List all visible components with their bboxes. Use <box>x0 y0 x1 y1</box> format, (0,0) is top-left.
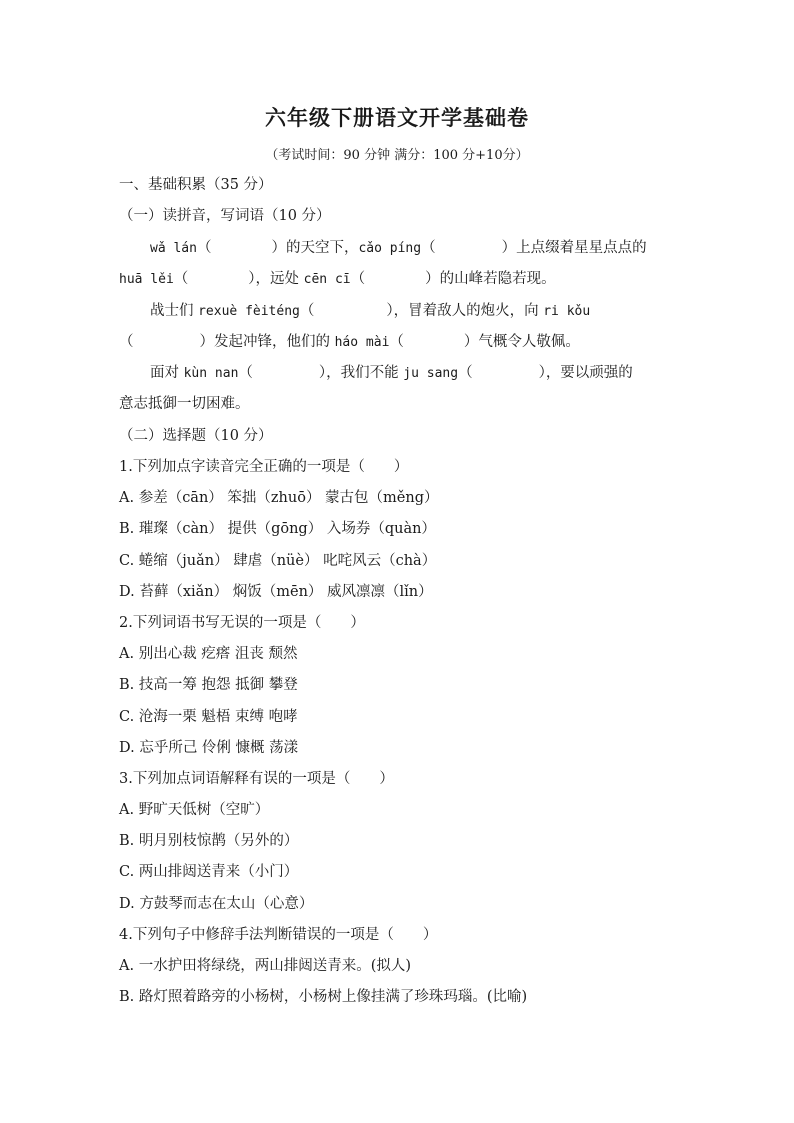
answer-option[interactable]: D. 苔藓（xiǎn） 焖饭（mēn） 威风凛凛（lǐn） <box>119 584 433 600</box>
pinyin-line-6: 意志抵御一切困难。 <box>119 396 250 412</box>
pinyin-prompt: wǎ lán <box>150 241 197 256</box>
pinyin-line-2: huā lěi（ ），远处 cēn cī（ ）的山峰若隐若现。 <box>119 271 556 287</box>
sentence-text: ，要以顽强的 <box>545 365 633 381</box>
pinyin-line-3: 战士们 rexuè fèiténg（ ），冒着敌人的炮火，向 ri kǒu <box>150 303 591 319</box>
pinyin-prompt: ri kǒu <box>543 304 591 319</box>
exam-title: 六年级下册语文开学基础卷 <box>265 105 529 130</box>
pinyin-prompt: cǎo píng <box>358 241 422 256</box>
question-stem: 1.下列加点字读音完全正确的一项是（ ） <box>119 459 409 475</box>
question-stem: 3.下列加点词语解释有误的一项是（ ） <box>119 771 394 787</box>
exam-subtitle: （考试时间：90 分钟 满分：100 分+10分） <box>265 148 529 163</box>
answer-option[interactable]: A. 野旷天低树（空旷） <box>119 802 270 818</box>
sentence-text: 面对 <box>150 365 179 381</box>
section-heading: 一、基础积累（35 分） <box>119 177 273 193</box>
sentence-text: 气概令人敬佩。 <box>478 334 580 350</box>
answer-option[interactable]: A. 一水护田将绿绕，两山排闼送青来。(拟人) <box>119 958 412 974</box>
part1-heading: （一）读拼音，写词语（10 分） <box>119 208 331 224</box>
sentence-text: 的天空下， <box>285 240 359 256</box>
pinyin-line-1: wǎ lán（ ）的天空下，cǎo píng（ ）上点缀着星星点点的 <box>150 240 647 256</box>
pinyin-line-5: 面对 kùn nan（ ），我们不能 ju sang（ ），要以顽强的 <box>150 365 633 381</box>
sentence-text: 的山峰若隐若现。 <box>439 271 556 287</box>
pinyin-prompt: cēn cī <box>303 272 351 287</box>
answer-option[interactable]: B. 技高一筹 抱怨 抵御 攀登 <box>119 677 298 693</box>
answer-option[interactable]: B. 璀璨（càn） 提供（gōng） 入场券（quàn） <box>119 521 436 537</box>
sentence-text: ，冒着敌人的炮火，向 <box>393 303 539 319</box>
pinyin-line-4: （ ）发起冲锋，他们的 háo mài（ ）气概令人敬佩。 <box>119 334 580 350</box>
answer-option[interactable]: D. 方鼓琴而志在太山（心意） <box>119 896 314 912</box>
answer-option[interactable]: C. 沧海一栗 魁梧 束缚 咆哮 <box>119 709 298 725</box>
answer-option[interactable]: B. 明月别枝惊鹊（另外的） <box>119 833 299 849</box>
answer-option[interactable]: A. 别出心裁 疙瘩 沮丧 颓然 <box>119 646 298 662</box>
pinyin-prompt: huā lěi <box>119 272 174 287</box>
sentence-text: 发起冲锋，他们的 <box>214 334 330 350</box>
question-stem: 4.下列句子中修辞手法判断错误的一项是（ ） <box>119 927 438 943</box>
part2-heading: （二）选择题（10 分） <box>119 428 273 444</box>
pinyin-prompt: háo mài <box>334 335 390 350</box>
pinyin-prompt: ju sang <box>403 366 459 381</box>
answer-option[interactable]: D. 忘乎所己 伶俐 慷概 荡漾 <box>119 740 299 756</box>
sentence-text: ，远处 <box>255 271 300 287</box>
answer-option[interactable]: C. 蜷缩（juǎn） 肆虐（nüè） 叱咤风云（chà） <box>119 553 437 569</box>
question-stem: 2.下列词语书写无误的一项是（ ） <box>119 615 365 631</box>
answer-option[interactable]: C. 两山排闼送青来（小门） <box>119 864 299 880</box>
sentence-text: 战士们 <box>150 303 194 319</box>
pinyin-prompt: kùn nan <box>183 366 239 381</box>
answer-option[interactable]: A. 参差（cān） 笨拙（zhuō） 蒙古包（měng） <box>119 490 439 506</box>
answer-option[interactable]: B. 路灯照着路旁的小杨树，小杨树上像挂满了珍珠玛瑙。(比喻) <box>119 989 528 1005</box>
pinyin-prompt: rexuè fèiténg <box>198 304 300 319</box>
sentence-text: 上点缀着星星点点的 <box>516 240 647 256</box>
sentence-text: ，我们不能 <box>326 365 399 381</box>
